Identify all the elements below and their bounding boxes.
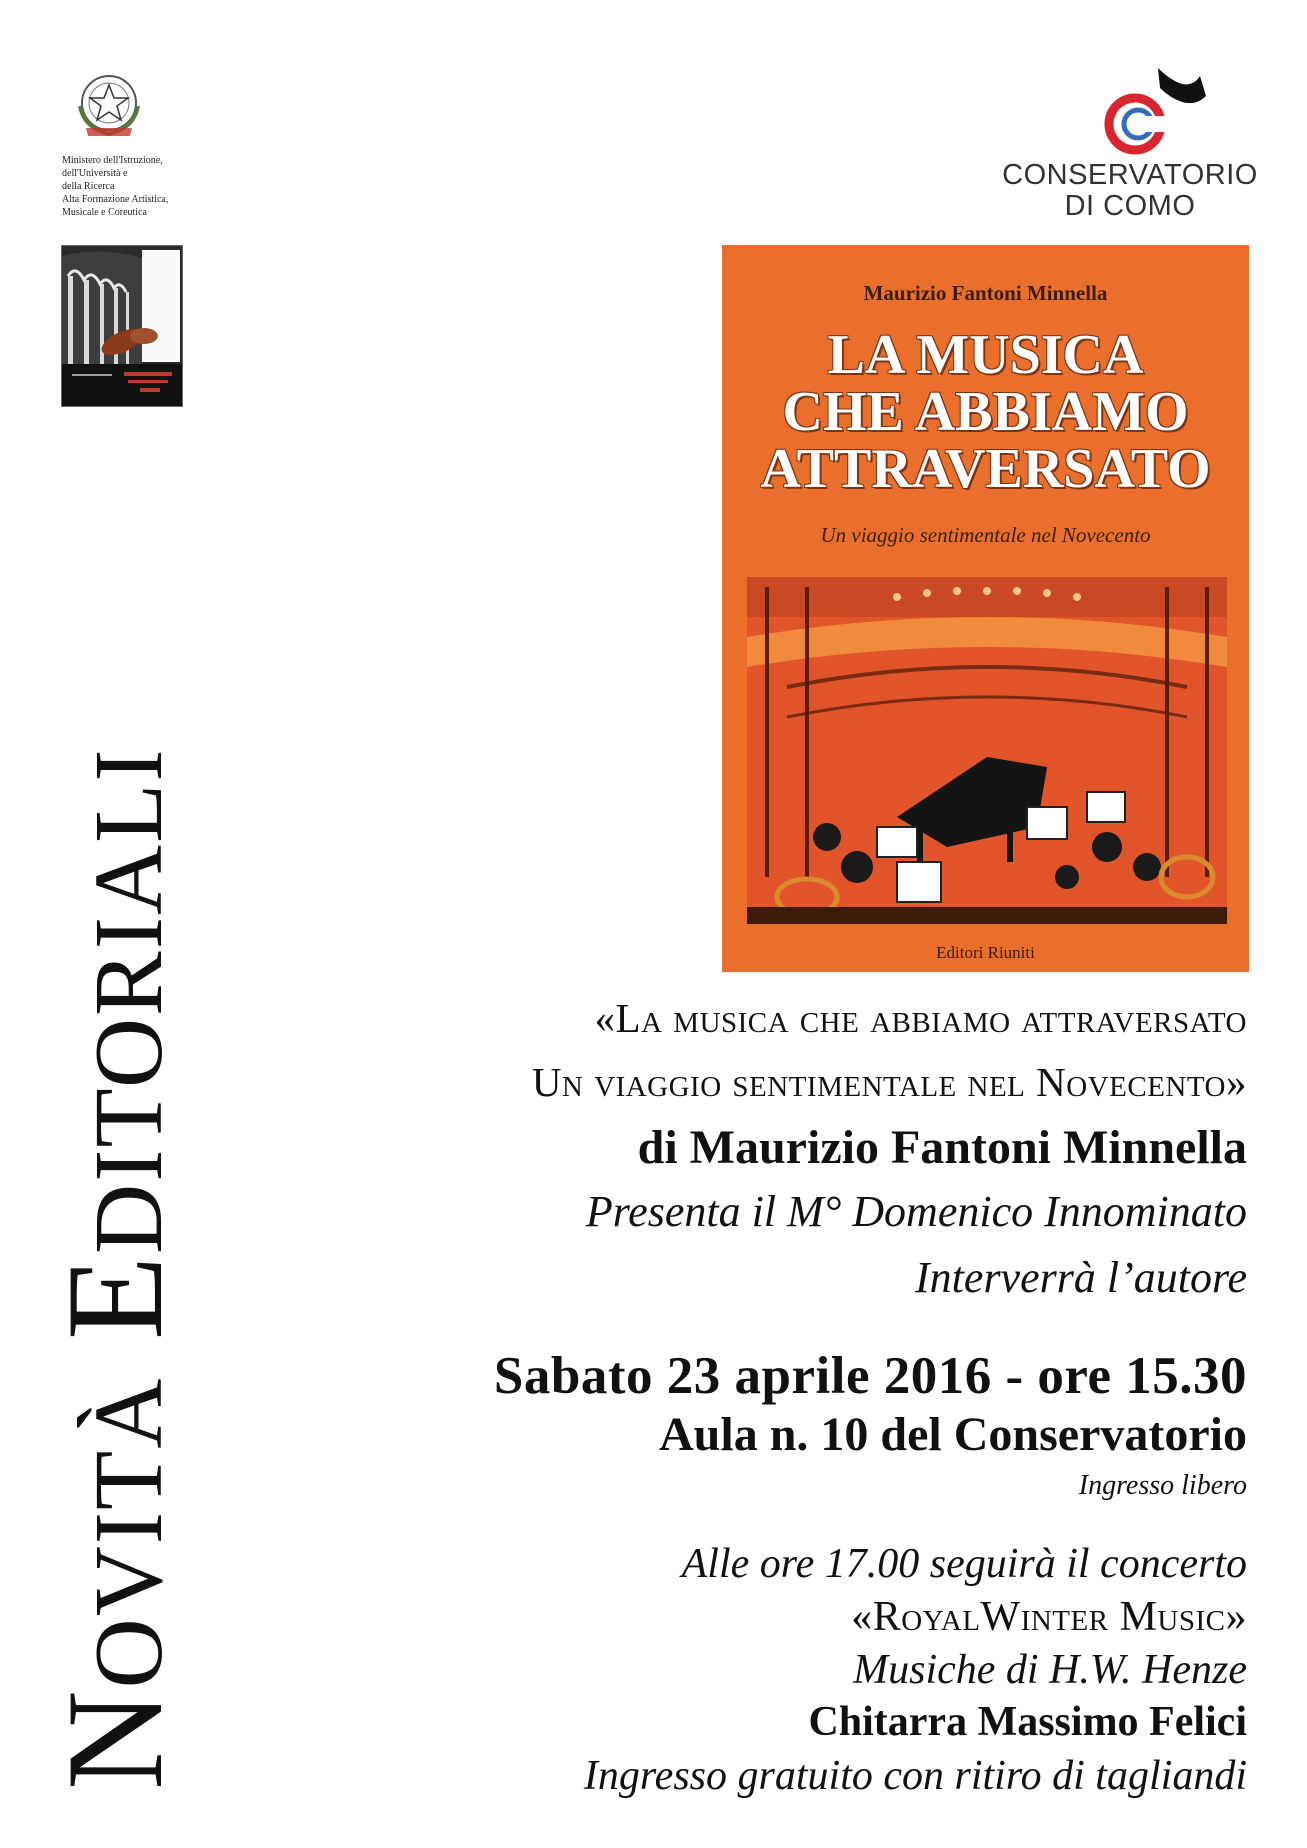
cover-title-line1: LA MUSICA	[827, 324, 1144, 386]
vertical-title: Novità Editoriali	[38, 747, 191, 1790]
book-cover	[722, 245, 1249, 972]
ministry-text	[62, 154, 192, 219]
event-title-line2: Un viaggio sentimentale nel Novecento»	[531, 1059, 1247, 1105]
event-date-time: Sabato 23 aprile 2016 - ore 15.30	[493, 1347, 1247, 1405]
event-presenter: Presenta il M° Domenico Innominato	[585, 1187, 1247, 1236]
cover-subtitle: Un viaggio sentimentale nel Novecento	[820, 523, 1151, 547]
republic-emblem-icon	[70, 66, 148, 144]
vertical-title-wrap	[38, 470, 191, 1790]
ministry-line: Alta Formazione Artistica,	[62, 194, 169, 205]
concert-entry: Ingresso gratuito con ritiro di tagliandi	[583, 1753, 1247, 1799]
ministry-line: della Ricerca	[62, 181, 115, 192]
conservatory-name	[1000, 160, 1260, 222]
event-entry: Ingresso libero	[1078, 1470, 1247, 1501]
cover-publisher: Editori Riuniti	[936, 943, 1035, 962]
concert-composer: Musiche di H.W. Henze	[853, 1647, 1247, 1693]
poster-thumbnail-image	[61, 245, 183, 407]
ministry-line: dell'Università e	[62, 168, 128, 179]
cover-painting-image	[747, 577, 1227, 924]
event-author: di Maurizio Fantoni Minnella	[637, 1121, 1247, 1174]
cover-title-line2: CHE ABBIAMO	[782, 381, 1189, 443]
ministry-line: Musicale e Coreutica	[62, 207, 147, 218]
event-author-note: Interverrà l’autore	[915, 1253, 1247, 1302]
conservatory-name-line2: DI COMO	[1064, 190, 1196, 222]
event-location: Aula n. 10 del Conservatorio	[659, 1408, 1247, 1461]
concert-intro: Alle ore 17.00 seguirà il concerto	[681, 1541, 1247, 1587]
cover-title	[722, 324, 1249, 500]
conservatory-name-line1: CONSERVATORIO	[1002, 159, 1258, 191]
cover-title-line3: ATTRAVERSATO	[760, 438, 1211, 500]
ministry-line: Ministero dell'Istruzione,	[62, 155, 163, 166]
concert-performer: Chitarra Massimo Felici	[808, 1699, 1247, 1745]
event-title-line1: «La musica che abbiamo attraversato	[594, 995, 1247, 1041]
cover-author: Maurizio Fantoni Minnella	[863, 281, 1108, 305]
concert-title: «RoyalWinter Music»	[851, 1594, 1247, 1640]
